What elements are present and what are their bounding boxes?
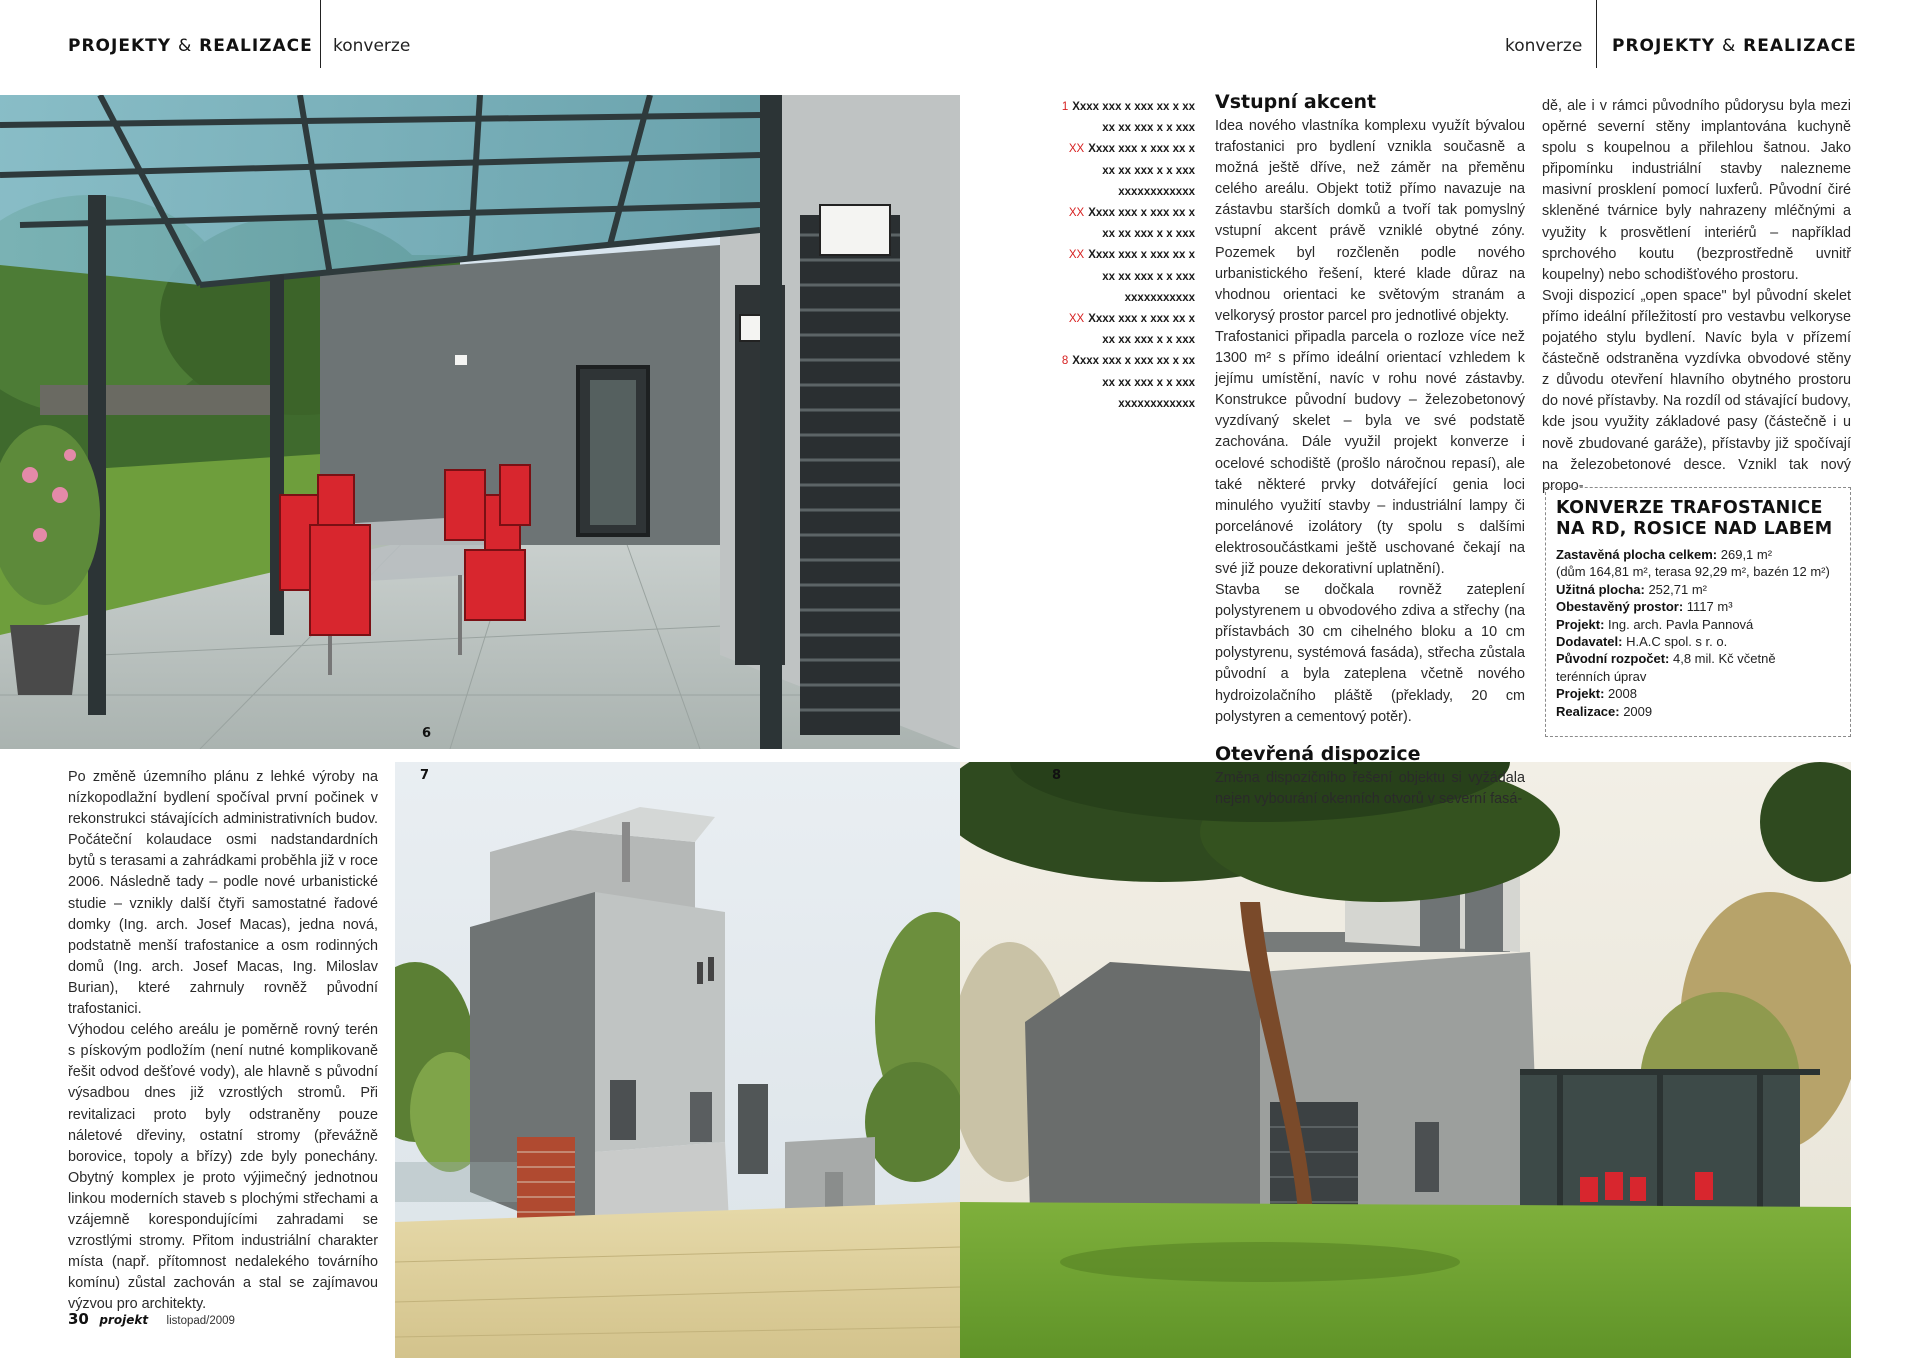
info-value: 4,8 mil. Kč včetně (1669, 651, 1776, 667)
caption (1040, 245, 1195, 266)
info-value: (dům 164,81 m², terasa 92,29 m², bazén 12 m²) (1556, 564, 1830, 580)
info-row (1556, 563, 1842, 580)
caption-line: xx xx xxx x x xxx (1102, 122, 1195, 135)
caption-line: xx xx xxx x x xxx (1102, 228, 1195, 241)
info-label: Původní rozpočet: (1556, 651, 1670, 667)
info-row (1556, 668, 1842, 685)
paragraph: Idea nového vlastníka komplexu využít bývalou trafostanici pro bydlení vznikla současně a možná ještě dříve, než záměr na přeměnu celého areálu. Objekt totiž přímo navazuje na zástavbu starších domků a tvoří tak pomyslný vstupní akcent právě vzniklé obytné zóny. Pozemek byl rozčleněn podle nového urbanistického řešení, které klade důraz na vhodnou orientaci ke světovým stranám a velkorysý prostor parcel pro jednotlivé objekty. (1215, 118, 1525, 324)
caption (1040, 203, 1195, 224)
caption (1040, 97, 1195, 118)
project-info-box (1545, 487, 1851, 737)
caption-number: 8 (1061, 355, 1069, 368)
page-number: 30 (68, 1310, 89, 1328)
paragraph: Trafostanici připadla parcela o rozloze více než 1300 m² s přímo ideální orientací vzhledem k jejímu umístění, navíc v rohu nové zástavby. Konstrukce původní budovy – železobetonový vyzdívaný skelet – byla ve své podstatě zachována. Dále využil projekt konverze i ocelové schodiště (prošlo náročnou repasí), ale také některé prvky dotvářející genia loci minulého využití stavby – industriální lampy či porcelánové izolátory (ty spolu s dalšími elektrosoučástkami ještě uschované čekají na své již pouze dekorativní uplatnění). (1215, 328, 1525, 577)
caption-number: 1 (1061, 101, 1069, 113)
article-column-left (68, 767, 378, 1315)
info-value: terénních úprav (1556, 668, 1647, 684)
photo-number-7: 7 (420, 768, 430, 783)
article-column-middle (1215, 90, 1525, 810)
info-value: Ing. arch. Pavla Pannová (1604, 616, 1754, 632)
photo-captions (1040, 97, 1195, 415)
caption-line: Xxxx xxx x xxx xx x (1088, 207, 1195, 220)
caption-line: xx xx xxx x x xxx (1102, 334, 1195, 347)
info-value: 2009 (1619, 703, 1653, 719)
paragraph: dě, ale i v rámci původního půdorysu byla mezi opěrné severní stěny implantována kuchyně spolu s koupelnou a přilehlou šatnou. Jako připomínku industriální stavby nalezneme masivní prosklení pomocí luxferů. Původní čiré skleněné tvárnice byly nahrazeny mléčnými a využity k prosvětlení interiérů – například sprchového koutu (bezprostředně uvnitř koupelny) nebo schodišťového prostoru. (1542, 98, 1851, 283)
caption-line: Xxxx xxx x xxx xx x (1088, 313, 1195, 326)
info-row (1556, 703, 1842, 720)
info-label: Realizace: (1556, 703, 1620, 719)
caption-line: xx xx xxx x x xxx (1102, 376, 1195, 389)
section-amp: & (177, 36, 193, 56)
info-value: H.A.C spol. s r. o. (1622, 634, 1728, 650)
info-value: 269,1 m² (1717, 547, 1773, 562)
section-heading: Otevřená dispozice (1215, 742, 1421, 765)
info-value: 1117 m³ (1683, 599, 1733, 615)
info-label: Projekt: (1556, 616, 1605, 632)
section-name-2: REALIZACE (199, 36, 313, 56)
caption (1040, 309, 1195, 330)
info-row (1556, 546, 1842, 563)
caption (1040, 351, 1195, 372)
header-divider-left (320, 0, 321, 68)
section-name-2: REALIZACE (1743, 36, 1857, 56)
caption-number: XX (1068, 143, 1085, 156)
info-label: Obestavěný prostor: (1556, 599, 1684, 615)
caption-line: xx xx xxx x x xxx (1102, 164, 1195, 177)
paragraph: Svoji dispozicí „open space" byl původní skelet přímo ideální příležitostí pro vestavbu velkoryse pojatého stylu bydlení. Navíc byla v přízemí částečně odstraněna vyzdívka obvodové stěny z důvodu otevření hlavního obytného prostoru do nové přístavby. Na rozdíl od stávající budovy, kde jsou využity základové pasy (částečně i u nově zbudované garáže), přístavby již spočívají na železobetonové desce. Vznikl tak nový propo- (1542, 287, 1851, 494)
caption-line: Xxxx xxx x xxx xx x (1088, 143, 1195, 156)
page-footer (68, 1310, 235, 1329)
info-label: Zastavěná plocha celkem: (1556, 547, 1718, 562)
photo-house-front (395, 762, 960, 1358)
magazine-brand: projekt (99, 1313, 149, 1327)
header-divider-right (1596, 0, 1597, 68)
info-value: 252,71 m² (1644, 581, 1707, 597)
photo-number-8: 8 (1052, 768, 1062, 783)
paragraph: Stavba se dočkala rovněž zateplení polystyrenem u obvodového zdiva a střechy (na přístavbách 30 cm cihelného bloku a 10 cm polystyrenu, systémová fasáda), střecha zůstala původní a byla zateplena včetně nového hydroizolačního pláště (překlady, 20 cm polystyren a cementový potěr). (1215, 582, 1525, 725)
running-sub-right: konverze (1505, 36, 1583, 56)
running-sub-left: konverze (333, 36, 411, 56)
info-label: Dodavatel: (1556, 634, 1623, 650)
info-row (1556, 598, 1842, 615)
caption-line: Xxxx xxx x xxx xx x xx (1072, 101, 1195, 113)
info-label: Projekt: (1556, 686, 1605, 702)
caption-line: xx xx xxx x x xxx (1102, 270, 1195, 283)
info-row (1556, 616, 1842, 633)
caption-number: XX (1068, 207, 1085, 220)
caption-number: XX (1068, 313, 1085, 326)
section-amp: & (1721, 36, 1737, 56)
paragraph: Změna dispozičního řešení objektu si vyžádala nejen vybourání okenních otvorů v severní fasá- (1215, 769, 1525, 807)
paragraph: Po změně územního plánu z lehké výroby na nízkopodlažní bydlení spočíval první počinek v rekonstrukci stávajících administrativních budov. Počáteční kolaudace osmi nadstandardních bytů s terasami a zahrádkami proběhla již v roce 2006. Následně tady – podle nové urbanistické studie – vznikly další čtyři samostatné řadové domky (Ing. arch. Josef Macas), jedna nová, podstatně menší trafostanice a osm rodinných domů (Ing. arch. Josef Macas, Ing. Miloslav Burian), které zahrnuly rovněž původní trafostanici. (68, 769, 378, 1018)
caption-line: Xxxx xxx x xxx xx x (1088, 249, 1195, 262)
section-heading: Vstupní akcent (1215, 91, 1377, 113)
info-row (1556, 633, 1842, 650)
section-name: PROJEKTY (68, 36, 172, 56)
issue-date: listopad/2009 (166, 1315, 235, 1327)
caption-number: XX (1068, 249, 1085, 262)
info-row (1556, 650, 1842, 667)
info-label: Užitná plocha: (1556, 581, 1645, 597)
info-row (1556, 581, 1842, 598)
photo-terrace (0, 95, 960, 749)
info-box-title: KONVERZE TRAFOSTANICE NA RD, ROSICE NAD LABEM (1556, 498, 1833, 539)
info-value: 2008 (1604, 686, 1637, 702)
article-column-right (1542, 96, 1851, 497)
section-name: PROJEKTY (1612, 36, 1716, 56)
caption-line: xxxxxxxxxxx (1124, 291, 1195, 304)
caption-line: xxxxxxxxxxxx (1118, 397, 1195, 410)
paragraph: Výhodou celého areálu je poměrně rovný terén s pískovým podložím (není nutné komplikovaně řešit odvod dešťové vody), ale hlavně s původní výsadbou dnes již vzrostlých stromů. Při revitalizaci proto byly odstraněny pouze náletové dřeviny, ostatní stromy (převážně borovice, topoly a břízy) zde byly ponechány. Obytný komplex je proto výjimečný jednotnou linkou moderních staveb s plochými střechami a vzájemně korespondujícími zahradami se vzrostlými stromy. Přitom industriální charakter místa (např. přítomnost nedalekého továrního komínu) zůstal zachován a stal se zajímavou výzvou pro architekty. (68, 1022, 378, 1313)
photo-house-garden (960, 762, 1851, 1358)
photo-number-6: 6 (422, 726, 432, 741)
running-head-left (68, 36, 313, 56)
running-head-right (1612, 36, 1857, 56)
caption-line: Xxxx xxx x xxx xx x xx (1072, 355, 1195, 368)
caption-line: xxxxxxxxxxxx (1118, 185, 1195, 198)
info-row (1556, 685, 1842, 702)
caption (1040, 139, 1195, 160)
